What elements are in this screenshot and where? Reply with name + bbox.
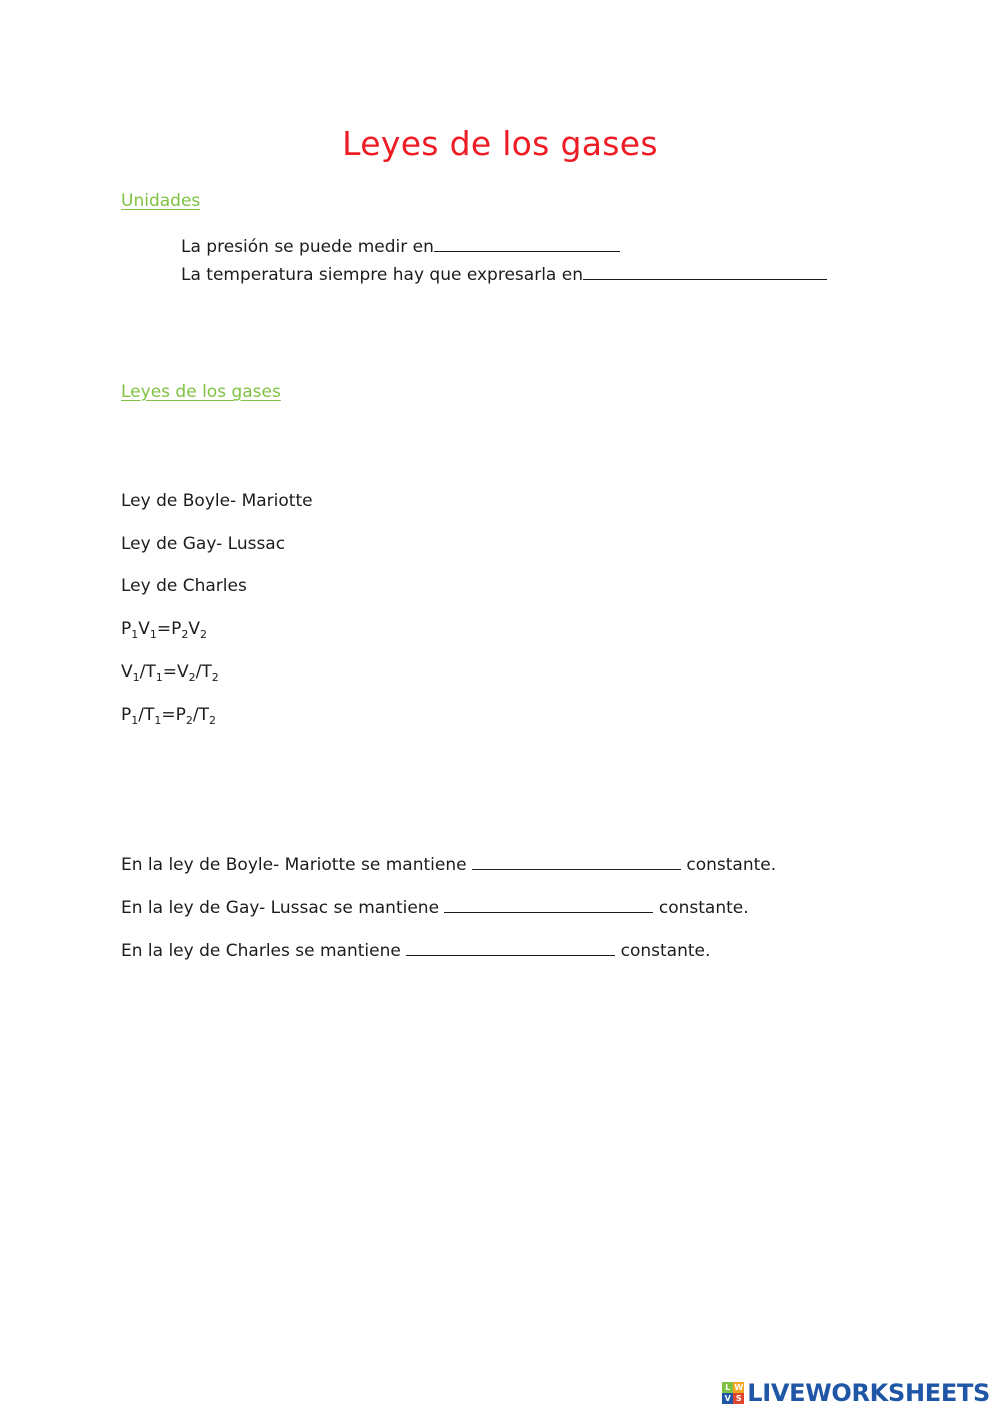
law-item-gay-lussac[interactable]: Ley de Gay- Lussac	[121, 534, 286, 554]
gay-lussac-constant-blank[interactable]	[444, 896, 653, 913]
formula-boyle[interactable]: $P_1V_1=P_2V_2$	[121, 619, 208, 641]
constant-question-charles	[121, 939, 710, 961]
logo-text: LIVEWORKSHEETS	[747, 1379, 990, 1407]
pressure-prompt: La presión se puede medir en	[181, 237, 434, 257]
temperature-prompt: La temperatura siempre hay que expresarla en	[181, 265, 583, 285]
charles-question-text: En la ley de Charles se mantiene	[121, 941, 407, 961]
charles-constant-blank[interactable]	[406, 939, 615, 956]
logo-mark-letter: S	[733, 1393, 744, 1404]
pressure-answer-blank[interactable]	[434, 235, 620, 252]
laws-section-heading: Leyes de los gases	[121, 382, 281, 402]
law-item-boyle[interactable]: Ley de Boyle- Mariotte	[121, 491, 313, 511]
formula-charles[interactable]: $V_1/T_1=V_2/T_2$	[121, 662, 219, 684]
temperature-question	[181, 263, 827, 285]
boyle-constant-blank[interactable]	[472, 853, 681, 870]
charles-question-suffix: constante.	[615, 941, 711, 961]
page-title: Leyes de los gases	[342, 124, 658, 163]
units-section-heading: Unidades	[121, 191, 201, 211]
liveworksheets-logo-icon	[722, 1382, 744, 1404]
law-item-charles[interactable]: Ley de Charles	[121, 576, 247, 596]
boyle-question-text: En la ley de Boyle- Mariotte se mantiene	[121, 855, 472, 875]
liveworksheets-logo	[722, 1378, 990, 1408]
gay-lussac-question-text: En la ley de Gay- Lussac se mantiene	[121, 898, 445, 918]
boyle-question-suffix: constante.	[680, 855, 777, 875]
logo-mark-letter: V	[722, 1393, 733, 1404]
formula-gay-lussac[interactable]: $P_1/T_1=P_2/T_2$	[121, 705, 217, 727]
pressure-question	[181, 235, 620, 257]
logo-mark-letter: W	[734, 1383, 744, 1392]
gay-lussac-question-suffix: constante.	[653, 898, 749, 918]
logo-mark-letter: L	[722, 1382, 733, 1393]
temperature-answer-blank[interactable]	[583, 263, 827, 280]
constant-question-gay-lussac	[121, 896, 749, 918]
constant-question-boyle	[121, 853, 776, 875]
